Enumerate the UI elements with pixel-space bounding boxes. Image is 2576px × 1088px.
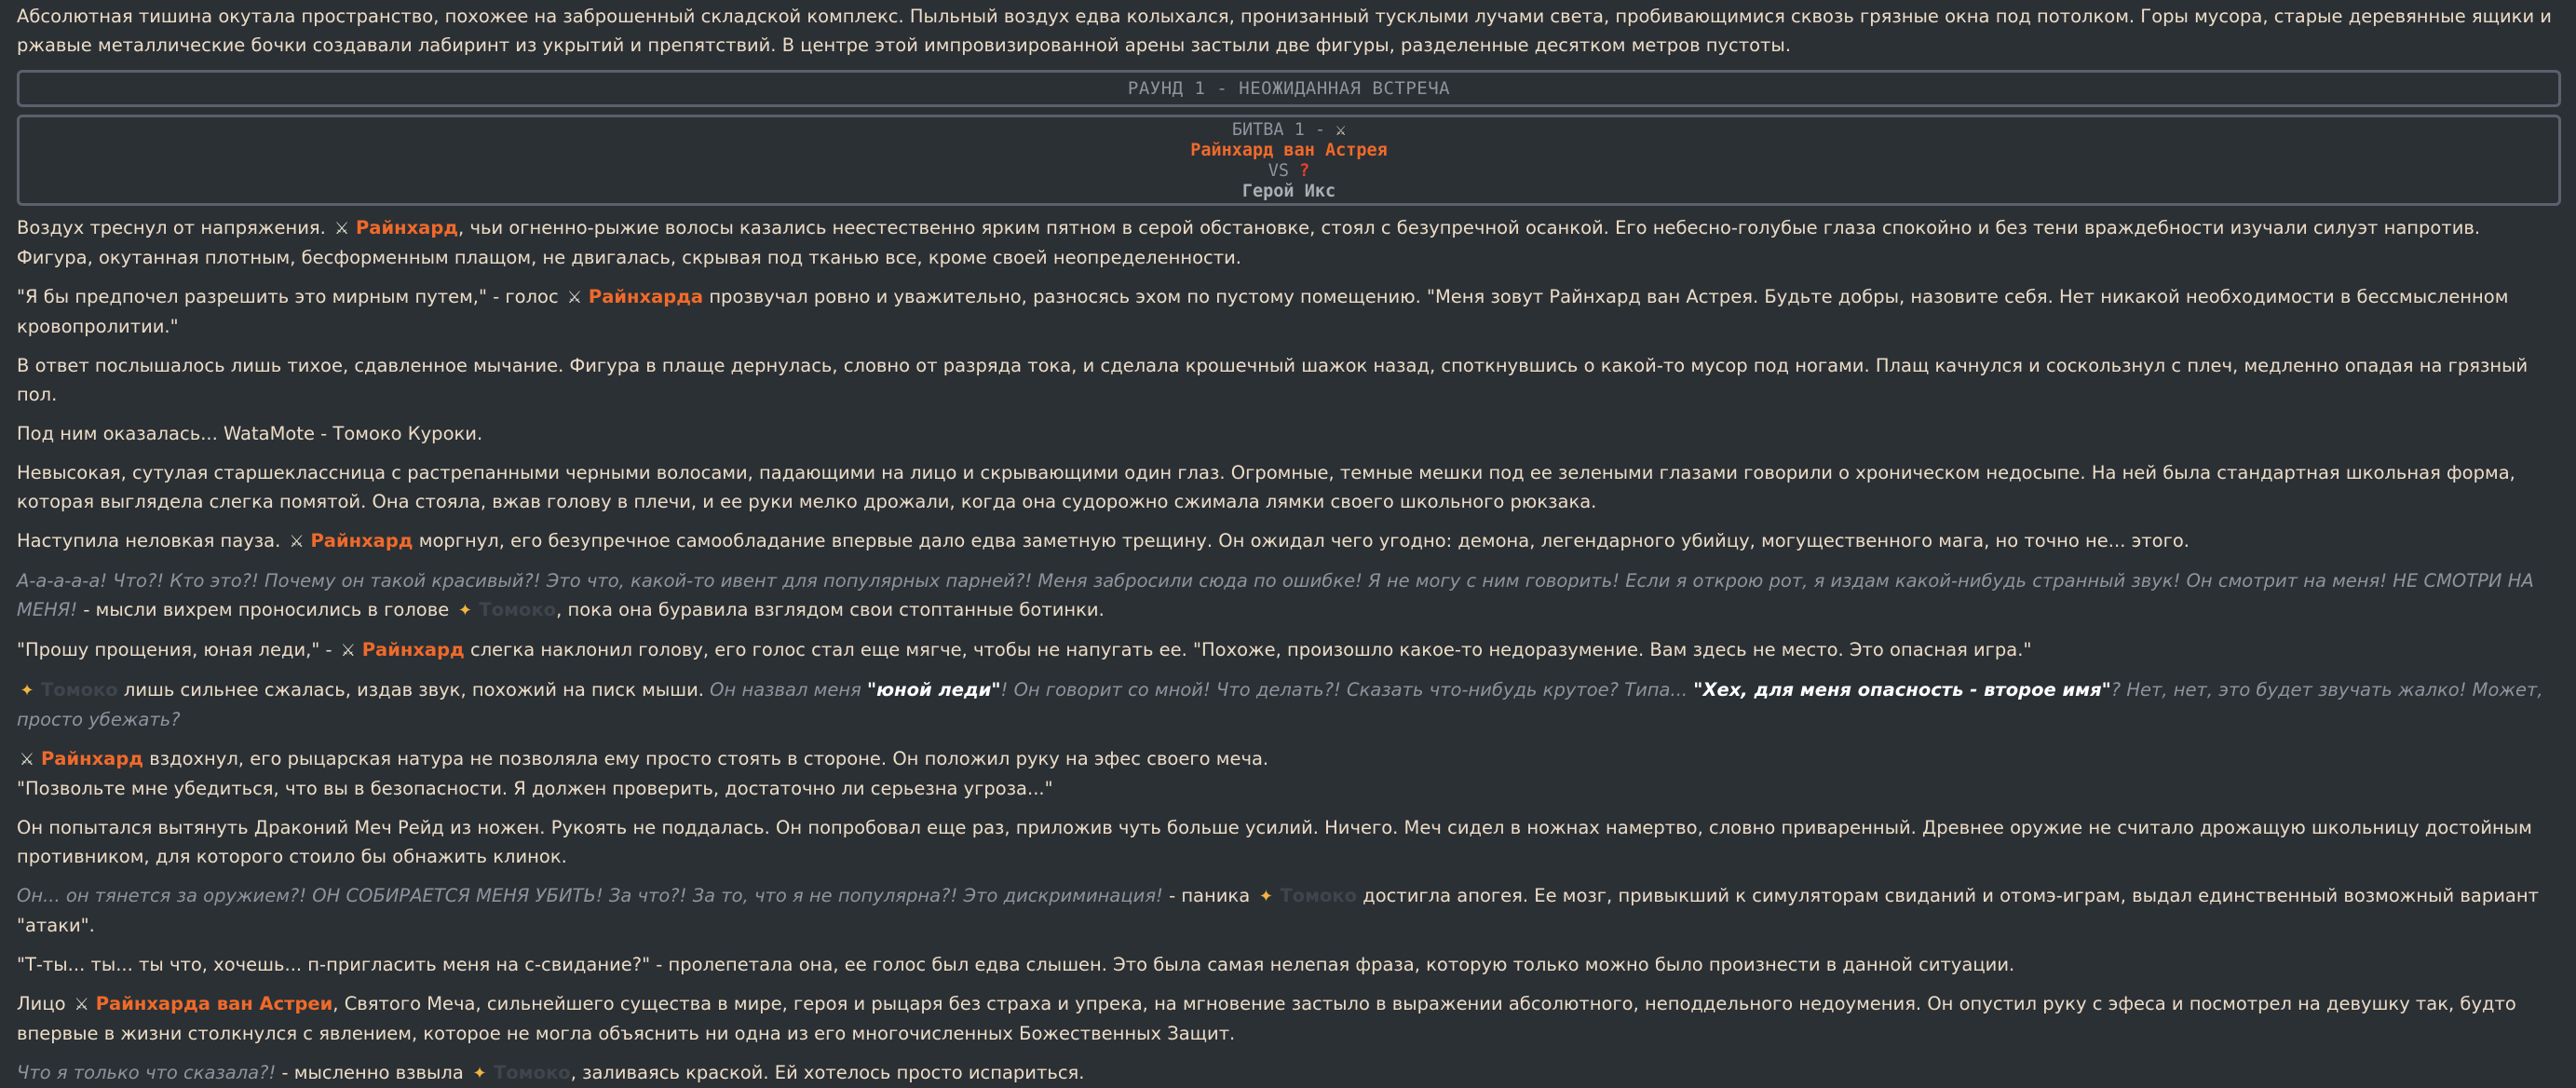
question-mark-icon: ? — [1299, 161, 1310, 181]
paragraph-3: В ответ послышалось лишь тихое, сдавленное мычание. Фигура в плаще дернулась, словно от разряда тока, и сделала крошечный шажок назад, споткнувшись о какой-то мусор под ногами. Плащ качнулся и соскользнул с плеч, медленно опадая на грязный пол. — [17, 355, 2529, 405]
paragraph-10 — [17, 744, 2561, 774]
paragraph-13: "Т-ты... ты... ты что, хочешь... п-пригласить меня на с-свидание?" - пролепетала она, ее голос был едва слышен. Это была самая нелепая фраза, которую только можно было произнести в данной ситуации. — [17, 954, 2015, 975]
paragraph-12 — [17, 881, 2561, 940]
p2-text-b: прозвучал ровно и уважительно, разносясь эхом по пустому помещению. "Меня зовут Райнхард ван Астрея. Будьте добры, назовите себя. Нет никакой необходимости в бессмысленном кровопролитии." — [17, 286, 2509, 337]
tomoko-name: Томоко — [494, 1062, 571, 1083]
paragraph-10-quote: "Позвольте мне убедиться, что вы в безопасности. Я должен проверить, достаточно ли серьезна угроза..." — [17, 778, 1053, 799]
thought-emphasis-1: "юной леди" — [867, 679, 1001, 700]
p9-text-a: лишь сильнее сжалась, издав звук, похожий на писк мыши. — [123, 679, 704, 700]
p2-text-a: "Я бы предпочел разрешить это мирным путем," - голос — [17, 286, 559, 307]
paragraph-15 — [17, 1058, 2561, 1088]
battle-title-line — [20, 120, 2558, 141]
p12-text-a: - паника — [1169, 885, 1251, 906]
paragraph-7 — [17, 566, 2561, 625]
paragraph-5: Невысокая, сутулая старшеклассница с растрепанными черными волосами, падающими на лицо и скрывающими один глаз. Огромные, темные мешки под ее зелеными глазами говорили о хроническом недосыпе. На ней была стандартная школьная форма, которая выглядела слегка помятой. Она стояла, вжав голову в плечи, и ее руки мелко дрожали, когда она судорожно сжимала лямки своего школьного рюкзака. — [17, 462, 2515, 512]
battle-title: БИТВА 1 - — [1231, 120, 1326, 140]
paragraph-9 — [17, 675, 2561, 734]
tomoko-name: Томоко — [1280, 885, 1358, 906]
fighter-1-name: Райнхард ван Астрея — [1190, 141, 1388, 160]
crossed-swords-icon: ⚔ — [566, 288, 582, 307]
crossed-swords-icon: ⚔ — [74, 995, 89, 1014]
fighter-2-name: Герой Икс — [1241, 182, 1336, 201]
reinhard-name: Райнхард — [361, 639, 465, 660]
paragraph-4: Под ним оказалась... WataMote - Томоко Куроки. — [17, 423, 483, 444]
paragraph-6 — [17, 526, 2561, 556]
p6-text-b: моргнул, его безупречное самообладание впервые дало едва заметную трещину. Он ожидал чего угодно: демона, легендарного убийцу, могущественного мага, но точно не... этого. — [418, 530, 2190, 551]
paragraph-2 — [17, 282, 2561, 341]
tomoko-icon: ✦ — [1258, 887, 1273, 906]
versus-line — [20, 161, 2558, 182]
versus-label: VS — [1268, 161, 1289, 181]
p6-text-a: Наступила неловкая пауза. — [17, 530, 281, 551]
paragraph-1 — [17, 213, 2561, 272]
p7-text-a: - мысли вихрем проносились в голове — [83, 599, 450, 620]
p10-text-a: вздохнул, его рыцарская натура не позволяла ему просто стоять в стороне. Он положил руку на эфес своего меча. — [149, 748, 1269, 769]
p15-text-a: - мысленно взвыла — [281, 1062, 464, 1083]
p1-text-a: Воздух треснул от напряжения. — [17, 217, 326, 238]
tomoko-thought: А-а-а-а-а! Что?! Кто это?! Почему он такой красивый?! Это что, какой-то ивент для популярных парней?! Меня забросили сюда по ошибке! Я не могу с ним говорить! Если я открою рот, я издам какой-нибудь странный звук! Он смотрит на меня! НЕ СМОТРИ НА МЕНЯ! — [17, 570, 2534, 620]
tomoko-icon: ✦ — [472, 1064, 487, 1083]
tomoko-thought: Он... он тянется за оружием?! ОН СОБИРАЕТСЯ МЕНЯ УБИТЬ! За что?! За то, что я не популярна?! Это дискриминация! — [17, 885, 1163, 906]
crossed-swords-icon: ⚔ — [333, 219, 350, 238]
paragraph-11: Он попытался вытянуть Драконий Меч Рейд из ножен. Рукоять не поддалась. Он попробовал еще раз, приложив чуть больше усилий. Ничего. Меч сидел в ножнах намертво, словно приваренный. Древнее оружие не считало дрожащую школьницу достойным противником, для которого стоило бы обнажить клинок. — [17, 817, 2532, 867]
crossed-swords-icon: ⚔ — [289, 532, 305, 551]
p7-text-b: , пока она буравила взглядом свои стоптанные ботинки. — [556, 599, 1105, 620]
p14-text-a: Лицо — [17, 993, 66, 1014]
tomoko-icon: ✦ — [457, 601, 472, 620]
round-title: РАУНД 1 - НЕОЖИДАННАЯ ВСТРЕЧА — [1127, 78, 1451, 99]
thought-emphasis-2: "Хех, для меня опасность - второе имя" — [1693, 679, 2111, 700]
reinhard-name: Райнхарда ван Астреи — [95, 993, 333, 1014]
p15-text-b: , заливаясь краской. Ей хотелось просто испариться. — [570, 1062, 1085, 1083]
reinhard-name: Райнхард — [356, 217, 459, 238]
reinhard-name: Райнхард — [310, 530, 414, 551]
p14-text-b: , Святого Меча, сильнейшего существа в мире, героя и рыцаря без страха и упрека, на мгновение застыло в выражении абсолютного, неподдельного недоумения. Он опустил руку с эфеса и посмотрел на девушку так, будто впервые в жизни столкнулся с явлением, которое не могла объяснить ни одна из его многочисленных Божественных Защит. — [17, 993, 2516, 1044]
paragraph-14 — [17, 989, 2561, 1048]
paragraph-8 — [17, 635, 2561, 665]
thought-part-1: Он назвал меня — [710, 679, 861, 700]
crossed-swords-icon: ⚔ — [340, 641, 356, 660]
p12-text-b: достигла апогея. Ее мозг, привыкший к симуляторам свиданий и отомэ-играм, выдал единственный возможный вариант "атаки". — [17, 885, 2539, 936]
reinhard-name: Райнхард — [41, 748, 144, 769]
tomoko-thought: Что я только что сказала?! — [17, 1062, 277, 1083]
p1-text-b: , чьи огненно-рыжие волосы казались неестественно ярким пятном в серой обстановке, стоял с безупречной осанкой. Его небесно-голубые глаза спокойно и без тени враждебности изучали силуэт напротив. Фигура, окутанная плотным, бесформенным плащом, не двигалась, скрывая под тканью все, кроме своей неопределенности. — [17, 217, 2481, 268]
p8-text-a: "Прошу прощения, юная леди," - — [17, 639, 332, 660]
tomoko-name: Томоко — [41, 679, 118, 700]
tomoko-icon: ✦ — [20, 681, 34, 700]
battle-banner — [17, 115, 2561, 206]
round-banner — [17, 70, 2561, 107]
crossed-swords-icon: ⚔ — [19, 750, 35, 769]
intro-paragraph: Абсолютная тишина окутала пространство, похожее на заброшенный складской комплекс. Пыльный воздух едва колыхался, пронизанный тусклыми лучами света, пробивающимися сквозь грязные окна под потолком. Горы мусора, старые деревянные ящики и ржавые металлические бочки создавали лабиринт из укрытий и препятствий. В центре этой импровизированной арены застыли две фигуры, разделенные десятком метров пустоты. — [17, 6, 2552, 56]
tomoko-name: Томоко — [479, 599, 557, 620]
thought-part-3: ? Нет, нет, это будет звучать жалко! Может, просто убежать? — [17, 679, 2543, 730]
p8-text-b: слегка наклонил голову, его голос стал еще мягче, чтобы не напугать ее. "Похоже, произошло какое-то недоразумение. Вам здесь не место. Это опасная игра." — [470, 639, 2032, 660]
thought-part-2: ! Он говорит со мной! Что делать?! Сказать что-нибудь крутое? Типа... — [1000, 679, 1688, 700]
crossed-swords-icon: ⚔ — [1335, 120, 1347, 140]
reinhard-name: Райнхарда — [588, 286, 704, 307]
